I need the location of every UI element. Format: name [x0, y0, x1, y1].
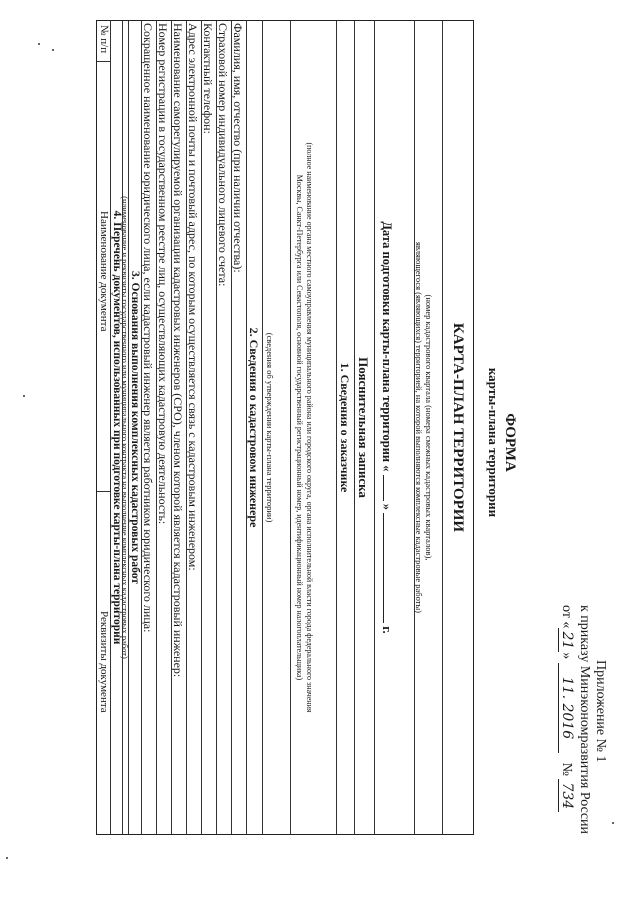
approval-row — [263, 21, 291, 834]
section1-row — [337, 21, 355, 834]
col-num-header: № п/п — [98, 25, 110, 54]
engineer-name-field: Фамилия, имя, отчество (при наличии отчества): — [231, 23, 245, 273]
engineer-field-row — [202, 21, 217, 834]
section1-heading: 1. Сведения о заказчике — [338, 362, 352, 493]
section2-row — [247, 21, 263, 834]
scan-speck — [52, 49, 54, 51]
date-row — [375, 21, 415, 834]
date-prefix: от « — [559, 605, 574, 629]
note-heading-row — [355, 21, 375, 834]
engineer-field-row — [217, 21, 232, 834]
engineer-field-row — [172, 21, 187, 834]
quarter-row — [415, 21, 443, 834]
quarter-caption-1: (номер кадастрового квартала (номера смежных кадастровых кварталов), — [424, 294, 434, 561]
quarter-caption-2: являющегося (являющихся) территорией, на которой выполняются комплексные кадастровые работы) — [414, 242, 424, 613]
preparation-date-line — [379, 21, 394, 834]
appendix-label: Приложение № 1 — [593, 660, 608, 763]
engineer-registry-field: Номер регистрации в государственном реестре лиц, осуществляющих кадастровую деятельность: — [156, 23, 170, 525]
engineer-address-field: Адрес электронной почты и почтовый адрес, по которым осуществляется связь с кадастровым инженером: — [186, 23, 200, 571]
main-title-row — [443, 21, 473, 834]
scan-speck — [23, 395, 25, 397]
documents-header-row — [97, 21, 111, 834]
scan-speck — [38, 43, 40, 45]
customer-row — [291, 21, 337, 834]
section3-row — [129, 21, 142, 834]
form-title: ФОРМА — [502, 413, 518, 472]
section4-row — [111, 21, 123, 834]
form-subtitle: карты-плана территории — [486, 367, 501, 518]
order-date-line — [559, 605, 574, 812]
scan-speck — [6, 857, 8, 859]
contract-row — [120, 21, 130, 834]
preparation-date-year: г. — [380, 626, 394, 634]
number-prefix: № — [559, 762, 574, 776]
engineer-field-row — [187, 21, 202, 834]
engineer-field-row — [157, 21, 172, 834]
handwritten-day: 21 — [558, 628, 575, 652]
scan-speck — [612, 822, 614, 824]
engineer-sro-field: Наименование саморегулируемой организации кадастровых инженеров (СРО), членом которой является кадастровый инженер: — [171, 23, 185, 678]
approval-caption: (сведения об утверждении карты-плана территории) — [265, 332, 275, 523]
col-details-header: Реквизиты документа — [98, 611, 110, 713]
date-mid: » — [559, 652, 574, 660]
engineer-snils-field: Страховой номер индивидуального лицевого счета: — [216, 23, 230, 287]
rotated-form-page — [90, 20, 610, 865]
customer-caption-1: (полное наименование органа местного самоуправления муниципального района или городского округа, органа исполнительной власти города федерального значения — [305, 142, 314, 713]
section4-heading: 4. Перечень документов, использованных при подготовке карты-плана территории — [111, 210, 123, 645]
section3-heading: 3. Основания выполнения комплексных кадастровых работ — [129, 271, 141, 584]
engineer-field-row — [232, 21, 247, 834]
engineer-company-field: Сокращенное наименование юридического лица, если кадастровый инженер является работником юридического лица: — [141, 23, 155, 633]
engineer-phone-field: Контактный телефон: — [201, 23, 215, 134]
note-heading: Пояснительная записка — [356, 357, 371, 498]
preparation-date-close: » — [380, 503, 394, 510]
customer-caption-2: Москвы, Санкт-Петербурга или Севастополя, основной государственный регистрационный номер, идентификационный номер налогоплательщика) — [295, 174, 304, 681]
contract-caption: (наименование и реквизиты государственного или муниципального контракта на выполнение комплексных кадастровых работ) — [120, 196, 130, 659]
preparation-date-label: Дата подготовки карты-плана территории « — [380, 221, 394, 472]
col-name-header: Наименование документа — [98, 211, 110, 332]
handwritten-number: 734 — [558, 779, 575, 812]
order-reference: к приказу Минэкономразвития России — [577, 605, 592, 835]
handwritten-month-year: 11. 2016 — [558, 663, 575, 753]
main-title: КАРТА-ПЛАН ТЕРРИТОРИИ — [450, 322, 466, 533]
section2-heading: 2. Сведения о кадастровом инженере — [247, 327, 261, 528]
form-table — [96, 20, 474, 835]
engineer-field-row — [142, 21, 157, 834]
